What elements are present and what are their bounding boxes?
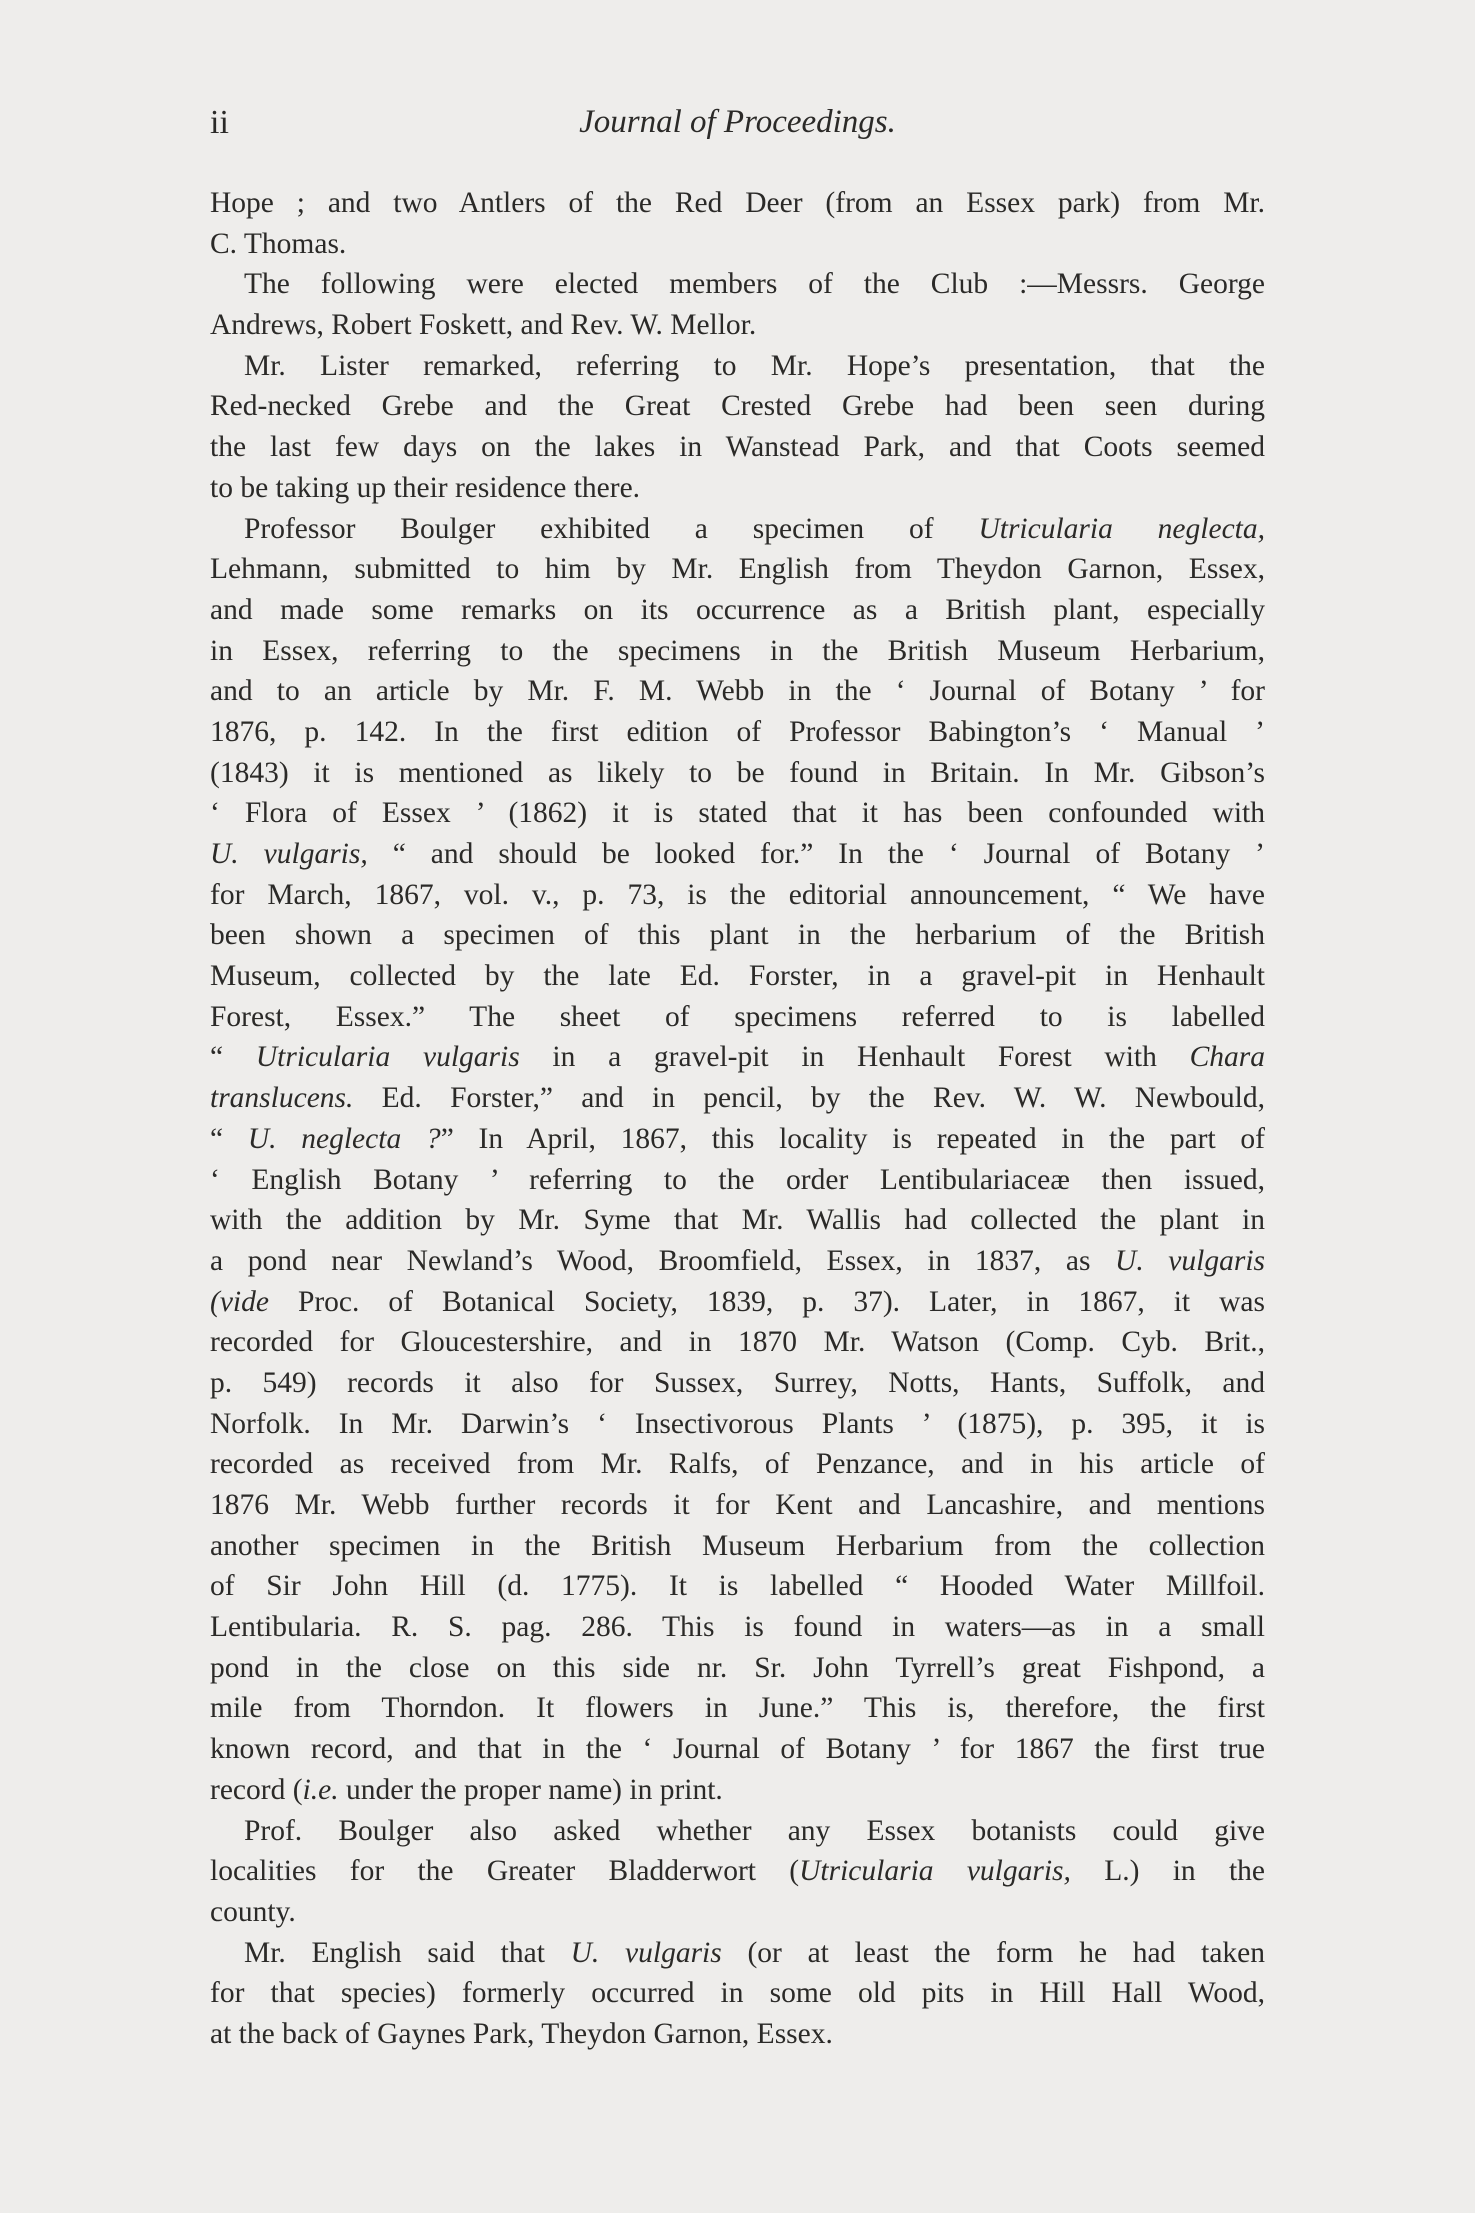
- text-line: [210, 1811, 1265, 1852]
- text-run: a pond near Newland’s Wood, Broomfield, Essex, in 1837, as: [210, 1244, 1116, 1277]
- text-run: Ed. Forster,” and in pencil, by the Rev. W. W. Newbould,: [353, 1082, 1265, 1115]
- text-run: been shown a specimen of this plant in the herbarium of the British: [210, 919, 1265, 952]
- text-run: in a gravel-pit in Henhault Forest with: [519, 1041, 1190, 1074]
- text-run: in Essex, referring to the specimens in the British Museum Herbarium,: [210, 634, 1265, 667]
- text-run: ” In April, 1867, this locality is repeated in the part of: [440, 1122, 1265, 1155]
- text-run: Proc. of Botanical Society, 1839, p. 37). Later, in 1867, it was: [268, 1285, 1265, 1318]
- text-line: [210, 590, 1265, 631]
- text-run: L.) in the: [1070, 1855, 1265, 1888]
- text-run: county.: [210, 1895, 296, 1928]
- running-title: Journal of Proceedings.: [579, 104, 896, 140]
- text-run: and made some remarks on its occurrence as a British plant, especially: [210, 593, 1265, 626]
- text-run: the last few days on the lakes in Wanstead Park, and that Coots seemed: [210, 431, 1265, 464]
- text-line: [210, 264, 1265, 305]
- text-line: [210, 753, 1265, 794]
- text-line: [210, 1973, 1265, 2014]
- text-run: Andrews, Robert Foskett, and Rev. W. Mellor.: [210, 309, 757, 342]
- text-run: record (: [210, 1773, 303, 1806]
- text-line: [210, 1892, 1265, 1933]
- text-line: [210, 346, 1265, 387]
- text-line: [210, 1444, 1265, 1485]
- italic-text: U. vulgaris: [1115, 1244, 1266, 1277]
- text-line: [210, 1851, 1265, 1892]
- page-header: [210, 104, 1265, 154]
- text-run: (or at least the form he had taken: [721, 1936, 1266, 1969]
- text-run: at the back of Gaynes Park, Theydon Garnon, Essex.: [210, 2017, 833, 2050]
- text-line: [210, 712, 1265, 753]
- text-line: [210, 1485, 1265, 1526]
- text-run: “: [210, 1041, 256, 1074]
- text-line: [210, 549, 1265, 590]
- italic-text: U. vulgaris,: [210, 838, 368, 870]
- text-line: [210, 1566, 1265, 1607]
- italic-text: Utricularia neglecta,: [978, 512, 1265, 545]
- text-line: [210, 1160, 1265, 1201]
- text-line: [210, 834, 1265, 875]
- text-line: [210, 1729, 1265, 1770]
- italic-text: Utricularia vulgaris,: [799, 1855, 1071, 1888]
- italic-text: (vide: [210, 1285, 269, 1318]
- text-line: [210, 509, 1265, 550]
- text-run: 1876, p. 142. In the first edition of Professor Babington’s ‘ Manual ’: [210, 715, 1265, 748]
- text-run: “ and should be looked for.” In the ‘ Journal of Botany ’: [367, 838, 1266, 870]
- text-run: for that species) formerly occurred in some old pits in Hill Hall Wood,: [210, 1977, 1265, 2010]
- text-line: [210, 1607, 1265, 1648]
- text-line: [210, 1037, 1265, 1078]
- text-line: [210, 1404, 1265, 1445]
- text-line: [210, 305, 1265, 346]
- text-run: recorded for Gloucestershire, and in 1870 Mr. Watson (Comp. Cyb. Brit.,: [210, 1326, 1265, 1359]
- text-line: [210, 1200, 1265, 1241]
- text-run: under the proper name) in print.: [338, 1773, 723, 1806]
- text-run: Museum, collected by the late Ed. Forster, in a gravel-pit in Henhault: [210, 960, 1265, 993]
- text-run: p. 549) records it also for Sussex, Surrey, Notts, Hants, Suffolk, and: [210, 1366, 1265, 1399]
- text-line: [210, 1770, 1265, 1811]
- text-run: ‘ English Botany ’ referring to the order Lentibulariaceæ then issued,: [210, 1163, 1265, 1196]
- text-line: [210, 1241, 1265, 1282]
- text-run: Professor Boulger exhibited a specimen of: [244, 512, 979, 545]
- text-line: [210, 1363, 1265, 1404]
- text-line: [210, 793, 1265, 834]
- text-run: Lentibularia. R. S. pag. 286. This is found in waters—as in a small: [210, 1611, 1265, 1644]
- text-line: [210, 1933, 1265, 1974]
- text-run: C. Thomas.: [210, 227, 347, 260]
- text-run: (1843) it is mentioned as likely to be found in Britain. In Mr. Gibson’s: [210, 756, 1265, 789]
- text-line: [210, 1322, 1265, 1363]
- text-run: Prof. Boulger also asked whether any Essex botanists could give: [244, 1814, 1265, 1847]
- text-line: [210, 875, 1265, 916]
- text-run: recorded as received from Mr. Ralfs, of Penzance, and in his article of: [210, 1448, 1265, 1481]
- text-line: [210, 997, 1265, 1038]
- text-line: [210, 631, 1265, 672]
- body-text: [210, 183, 1265, 2055]
- text-run: Lehmann, submitted to him by Mr. English from Theydon Garnon, Essex,: [210, 553, 1265, 586]
- text-run: 1876 Mr. Webb further records it for Kent and Lancashire, and mentions: [210, 1489, 1265, 1521]
- text-run: and to an article by Mr. F. M. Webb in the ‘ Journal of Botany ’ for: [210, 675, 1265, 708]
- text-run: mile from Thorndon. It flowers in June.” This is, therefore, the first: [210, 1692, 1265, 1725]
- italic-text: i.e.: [302, 1773, 339, 1806]
- text-run: with the addition by Mr. Syme that Mr. Wallis had collected the plant in: [210, 1204, 1265, 1237]
- italic-text: U. neglecta ?: [247, 1122, 441, 1155]
- text-line: [210, 671, 1265, 712]
- text-line: [210, 1526, 1265, 1567]
- text-line: [210, 224, 1265, 265]
- text-run: pond in the close on this side nr. Sr. John Tyrrell’s great Fishpond, a: [210, 1651, 1265, 1684]
- text-run: of Sir John Hill (d. 1775). It is labelled “ Hooded Water Millfoil.: [210, 1570, 1265, 1603]
- page-number: ii: [210, 104, 229, 141]
- text-run: to be taking up their residence there.: [210, 471, 641, 504]
- text-line: [210, 468, 1265, 509]
- text-line: [210, 1648, 1265, 1689]
- text-line: [210, 915, 1265, 956]
- text-run: ‘ Flora of Essex ’ (1862) it is stated that it has been confounded with: [210, 797, 1265, 830]
- text-run: Norfolk. In Mr. Darwin’s ‘ Insectivorous Plants ’ (1875), p. 395, it is: [210, 1407, 1265, 1440]
- text-run: The following were elected members of the Club :—Messrs. George: [244, 268, 1265, 301]
- text-line: [210, 427, 1265, 468]
- text-run: localities for the Greater Bladderwort (: [210, 1855, 800, 1888]
- text-line: [210, 183, 1265, 224]
- text-line: [210, 1078, 1265, 1119]
- text-run: Mr. English said that: [244, 1936, 571, 1969]
- text-line: [210, 956, 1265, 997]
- italic-text: translucens.: [210, 1082, 354, 1115]
- text-line: [210, 1119, 1265, 1160]
- italic-text: Chara: [1189, 1041, 1265, 1074]
- text-run: for March, 1867, vol. v., p. 73, is the editorial announcement, “ We have: [210, 878, 1265, 911]
- text-run: Hope ; and two Antlers of the Red Deer (from an Essex park) from Mr.: [210, 187, 1265, 219]
- text-run: Red-necked Grebe and the Great Crested Grebe had been seen during: [210, 390, 1265, 423]
- text-run: Forest, Essex.” The sheet of specimens referred to is labelled: [210, 1000, 1265, 1033]
- text-line: [210, 1282, 1265, 1323]
- italic-text: Utricularia vulgaris: [255, 1041, 520, 1074]
- text-run: “: [210, 1122, 248, 1155]
- text-line: [210, 386, 1265, 427]
- text-line: [210, 2014, 1265, 2055]
- text-run: known record, and that in the ‘ Journal of Botany ’ for 1867 the first true: [210, 1733, 1265, 1766]
- text-run: another specimen in the British Museum Herbarium from the collection: [210, 1529, 1265, 1562]
- text-line: [210, 1688, 1265, 1729]
- text-run: Mr. Lister remarked, referring to Mr. Hope’s presentation, that the: [244, 349, 1265, 382]
- italic-text: U. vulgaris: [570, 1936, 722, 1969]
